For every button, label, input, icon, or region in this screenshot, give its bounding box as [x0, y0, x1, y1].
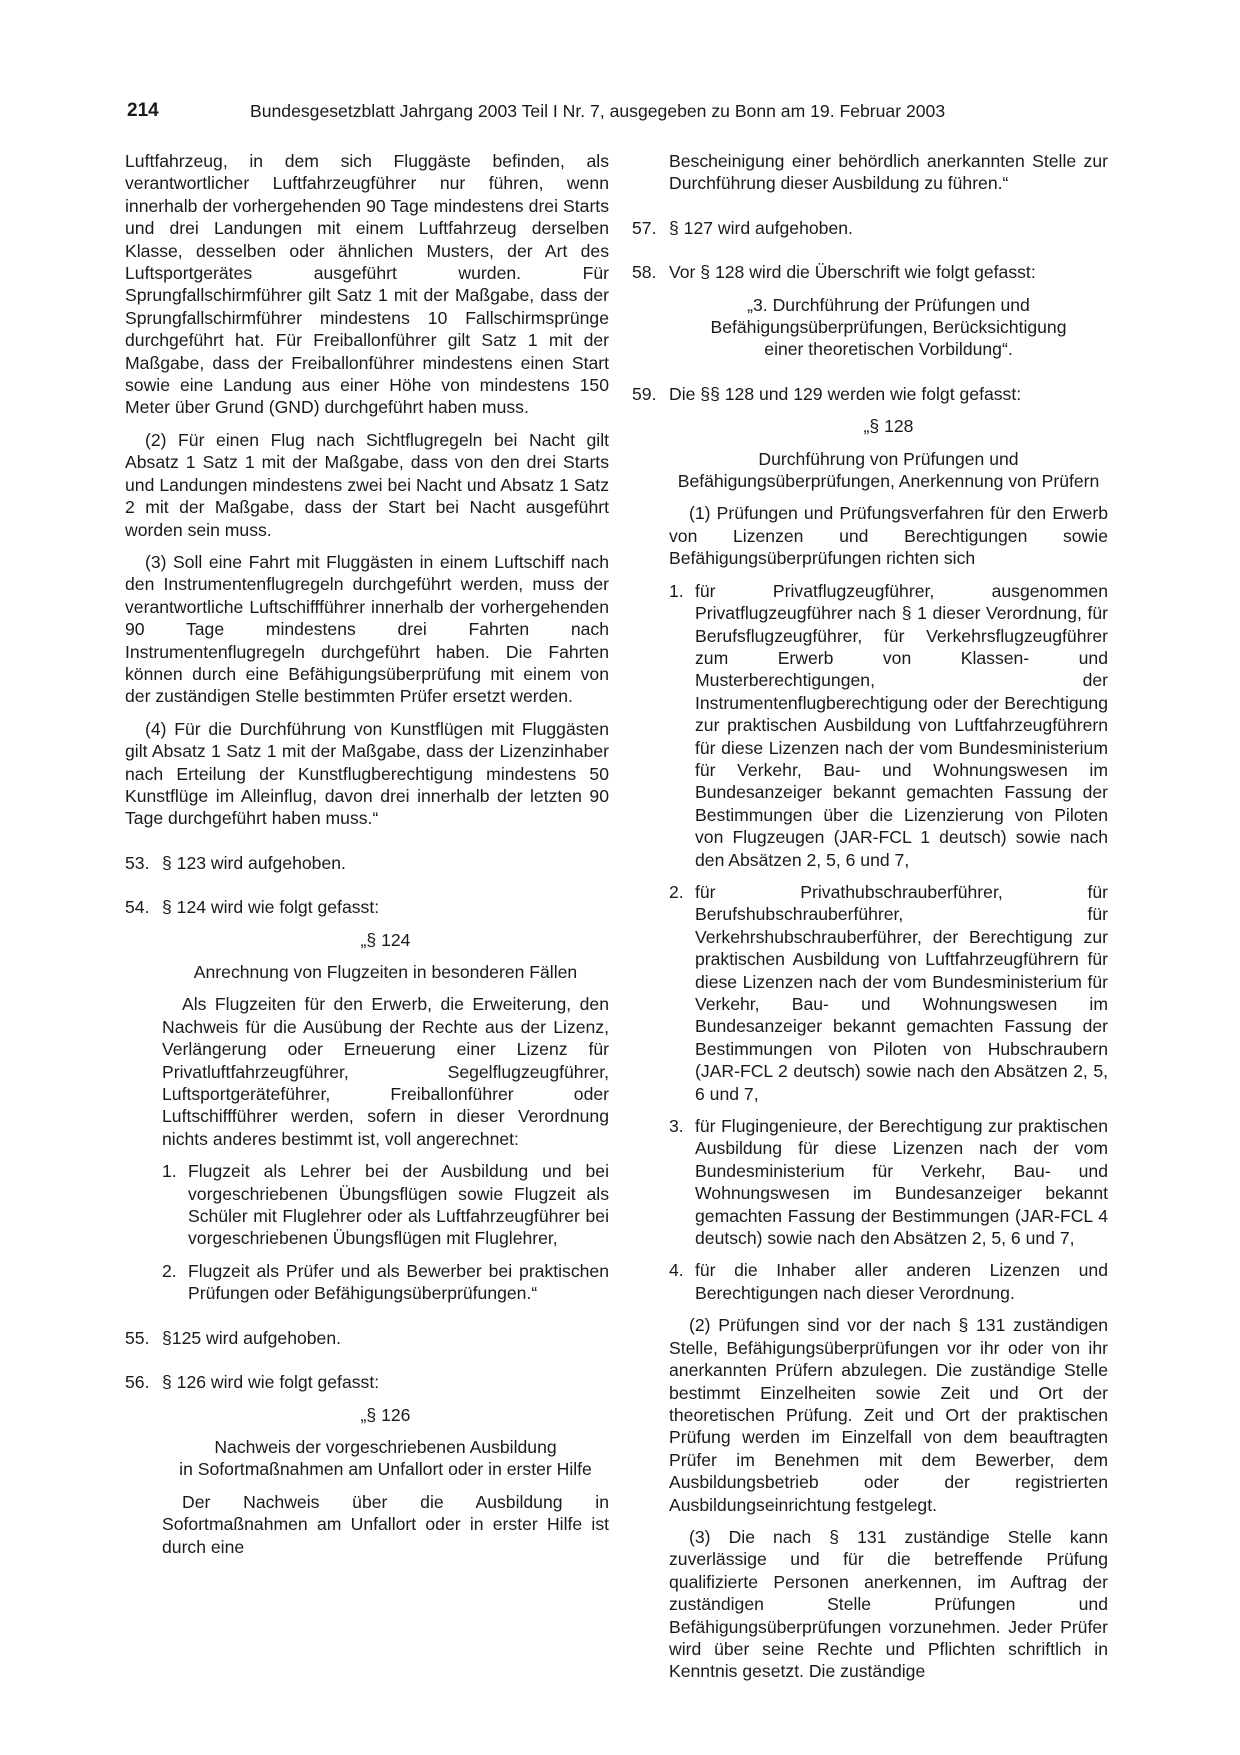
section-title-line-2: Befähigungsüberprüfungen, Anerkennung von Prüfern — [677, 471, 1100, 492]
amendment-item-53 — [125, 852, 609, 874]
list-text: für die Inhaber aller anderen Lizenzen und Berechtigungen nach dieser Verordnung. — [695, 1260, 1108, 1303]
list-number: 1. — [669, 580, 684, 601]
section-label: „§ 126 — [360, 1404, 411, 1425]
section-128 — [632, 415, 1108, 569]
item-number: 59. — [632, 383, 657, 404]
section-label: „§ 128 — [863, 416, 914, 437]
paragraph-continued: Bescheinigung einer behördlich anerkannten Stelle zur Durchführung dieser Ausbildung zu führen.“ — [669, 151, 1108, 194]
page-number: 214 — [127, 100, 159, 121]
list-text: für Flugingenieure, der Berechtigung zur praktischen Ausbildung für diese Lizenzen nach der vom Bundesministerium für Verkehr, Bau- und Wohnungswesen im Bundesanzeiger bekannt gemachten Fassung der Bestimmungen (JAR-FCL 4 deutsch) sowie nach den Absätzen 2, 5, 6 und 7, — [695, 1116, 1108, 1249]
amendment-item-58 — [632, 261, 1108, 283]
running-title: Bundesgesetzblatt Jahrgang 2003 Teil I Nr. 7, ausgegeben zu Bonn am 19. Februar 2003 — [250, 101, 946, 121]
list-text: Flugzeit als Lehrer bei der Ausbildung und bei vorgeschriebenen Übungsflügen sowie Flugzeit als Schüler mit Fluglehrer oder als Luftfahrzeugführer bei vorgeschriebenen Übungsflügen mit Fluglehrer, — [188, 1161, 609, 1249]
list-number: 2. — [162, 1260, 177, 1281]
section-paragraph-1: (1) Prüfungen und Prüfungsverfahren für den Erwerb von Lizenzen und Berechtigungen sowie Befähigungsüberprüfungen richten sich — [669, 503, 1108, 569]
item-number: 55. — [125, 1327, 150, 1348]
list-text: für Privathubschrauberführer, für Berufshubschrauberführer, für Verkehrshubschrauberführer, der Berechtigung zur praktischen Ausbildung von Luftfahrzeugführern für diese Lizenzen nach der vom Bundesministerium für Verkehr, Bau- und Wohnungswesen im Bundesanzeiger bekannt gemachten Fassung der Bestimmungen von Piloten von Hubschraubern (JAR-FCL 2 deutsch) sowie nach den Absätzen 2, 5, 6 und 7, — [695, 881, 1108, 1104]
list-number: 4. — [669, 1260, 684, 1281]
amendment-item-57 — [632, 217, 1108, 239]
item-number: 57. — [632, 217, 657, 238]
section-body: Der Nachweis über die Ausbildung in Sofortmaßnahmen am Unfallort oder in erster Hilfe ist durch eine — [162, 1491, 609, 1557]
item-text: Vor § 128 wird die Überschrift wie folgt gefasst: — [669, 262, 1036, 283]
section-title: Anrechnung von Flugzeiten in besonderen Fällen — [193, 962, 578, 982]
list-item — [632, 1259, 1108, 1304]
list-text: für Privatflugzeugführer, ausgenommen Privatflugzeugführer nach § 1 dieser Verordnung, für Berufsflugzeugführer, für Verkehrsflugzeugführer zum Erwerb von Klassen- und Musterberechtigungen, der Instrumentenflugberechtigung oder der Berechtigung zur praktischen Ausbildung von Luftfahrzeugführern für diese Lizenzen nach der vom Bundesministerium für Verkehr, Bau- und Wohnungswesen im Bundesanzeiger bekannt gemachten Fassung der Bestimmungen über die Lizenzierung von Piloten von Flugzeugen (JAR-FCL 1 deutsch) sowie nach den Absätzen 2, 5, 6 und 7, — [695, 580, 1108, 870]
list-item — [632, 580, 1108, 871]
section-124 — [125, 929, 609, 1151]
section-126 — [125, 1404, 609, 1558]
section-title-line-2: in Sofortmaßnahmen am Unfallort oder in erster Hilfe — [179, 1459, 592, 1480]
list-number: 1. — [162, 1161, 177, 1182]
list-item — [632, 1115, 1108, 1249]
section-paragraph-3: (3) Die nach § 131 zuständige Stelle kann zuverlässige und für die betreffende Prüfung qualifizierte Personen anerkennen, im Auftrag der zuständigen Stelle Prüfungen und Befähigungsüberprüfungen vorzunehmen. Jeder Prüfer wird über seine Rechte und Pflichten schriftlich in Kenntnis gesetzt. Die zuständige — [669, 1526, 1108, 1682]
right-column — [632, 150, 1108, 1683]
amendment-item-56 — [125, 1371, 609, 1393]
item-number: 58. — [632, 262, 657, 283]
item-text: § 126 wird wie folgt gefasst: — [162, 1372, 380, 1393]
list-number: 3. — [669, 1116, 684, 1137]
list-item — [125, 1260, 609, 1305]
left-column — [125, 150, 609, 1558]
item-number: 53. — [125, 852, 150, 873]
section-128-continued — [632, 1314, 1108, 1683]
item-number: 54. — [125, 897, 150, 918]
item-text: § 123 wird aufgehoben. — [162, 852, 346, 873]
item-text: § 124 wird wie folgt gefasst: — [162, 897, 380, 918]
heading-3 — [632, 294, 1108, 361]
paragraph-2: (2) Für einen Flug nach Sichtflugregeln bei Nacht gilt Absatz 1 Satz 1 mit der Maßgabe, dass von den drei Starts und Landungen mindestens zwei bei Nacht und Absatz 1 Satz 2 mit der Maßgabe, dass der Start bei Nacht ausgeführt worden sein muss. — [125, 429, 609, 540]
item-text: §125 wird aufgehoben. — [162, 1327, 342, 1348]
amendment-item-55 — [125, 1327, 609, 1349]
item-text: Die §§ 128 und 129 werden wie folgt gefasst: — [669, 383, 1022, 404]
section-body: Als Flugzeiten für den Erwerb, die Erweiterung, den Nachweis für die Ausübung der Rechte aus der Lizenz, Verlängerung oder Erneuerung einer Lizenz für Privatluftfahrzeugführer, Segelflugzeugführer, Luftsportgeräteführer, Freiballonführer oder Luftschiffführer werden, sofern in dieser Verordnung nichts anderes bestimmt ist, voll angerechnet: — [162, 994, 609, 1149]
amendment-item-59 — [632, 383, 1108, 405]
paragraph-intro-continued: Luftfahrzeug, in dem sich Fluggäste befinden, als verantwortlicher Luftfahrzeugführer nur führen, wenn innerhalb der vorhergehenden 90 Tage mindestens drei Starts und drei Landungen mit einem Luftfahrzeug derselben Klasse, desselben oder ähnlichen Musters, der Art des Luftsportgerätes ausgeführt wurden. Für Sprungfallschirmführer gilt Satz 1 mit der Maßgabe, dass der Sprungfallschirmführer mindestens 10 Fallschirmsprünge durchgeführt hat. Für Freiballonführer gilt Satz 1 mit der Maßgabe, dass der Freiballonführer mindestens einen Start sowie eine Landung aus einer Höhe von mindestens 150 Meter über Grund (GND) durchgeführt haben muss. — [125, 151, 609, 418]
section-title-line-1: Nachweis der vorgeschriebenen Ausbildung — [214, 1436, 557, 1457]
item-text: § 127 wird aufgehoben. — [669, 217, 853, 238]
paragraph-4: (4) Für die Durchführung von Kunstflügen mit Fluggästen gilt Absatz 1 Satz 1 mit der Maßgabe, dass der Lizenzinhaber nach Erteilung der Kunstflugberechtigung mindestens 50 Kunstflüge im Alleinflug, davon drei innerhalb der letzten 90 Tage durchgeführt haben muss.“ — [125, 718, 609, 829]
section-paragraph-2: (2) Prüfungen sind vor der nach § 131 zuständigen Stelle, Befähigungsüberprüfungen vor ihr oder von ihr anerkannten Prüfern abzulegen. Die zuständige Stelle bestimmt Einzelheiten sowie Zeit und Ort der theoretischen Prüfung. Zeit und Ort der praktischen Prüfung werden im Einzelfall von dem beauftragten Prüfer im Benehmen mit dem Bewerber, dem Ausbildungsbetrieb oder der registrierten Ausbildungseinrichtung festgelegt. — [669, 1315, 1108, 1515]
heading-line-3: einer theoretischen Vorbildung“. — [764, 339, 1013, 360]
section-title-line-1: Durchführung von Prüfungen und — [758, 448, 1019, 469]
paragraph-3: (3) Soll eine Fahrt mit Fluggästen in einem Luftschiff nach den Instrumentenflugregeln durchgeführt werden, muss der verantwortliche Luftschiffführer innerhalb der vorhergehenden 90 Tage mindestens drei Fahrten nach Instrumentenflugregeln durchgeführt haben. Die Fahrten können durch eine Befähigungsüberprüfung mit einem von der zuständigen Stelle bestimmten Prüfer ersetzt werden. — [125, 551, 609, 707]
heading-line-2: Befähigungsüberprüfungen, Berücksichtigung — [710, 317, 1067, 338]
list-item — [125, 1160, 609, 1250]
list-number: 2. — [669, 881, 684, 902]
list-text: Flugzeit als Prüfer und als Bewerber bei praktischen Prüfungen oder Befähigungsüberprüfungen.“ — [188, 1260, 609, 1304]
heading-line-1: „3. Durchführung der Prüfungen und — [747, 294, 1030, 315]
amendment-item-54 — [125, 896, 609, 918]
item-number: 56. — [125, 1372, 150, 1393]
list-item — [632, 881, 1108, 1105]
page-header — [127, 100, 987, 124]
section-label: „§ 124 — [360, 929, 411, 950]
